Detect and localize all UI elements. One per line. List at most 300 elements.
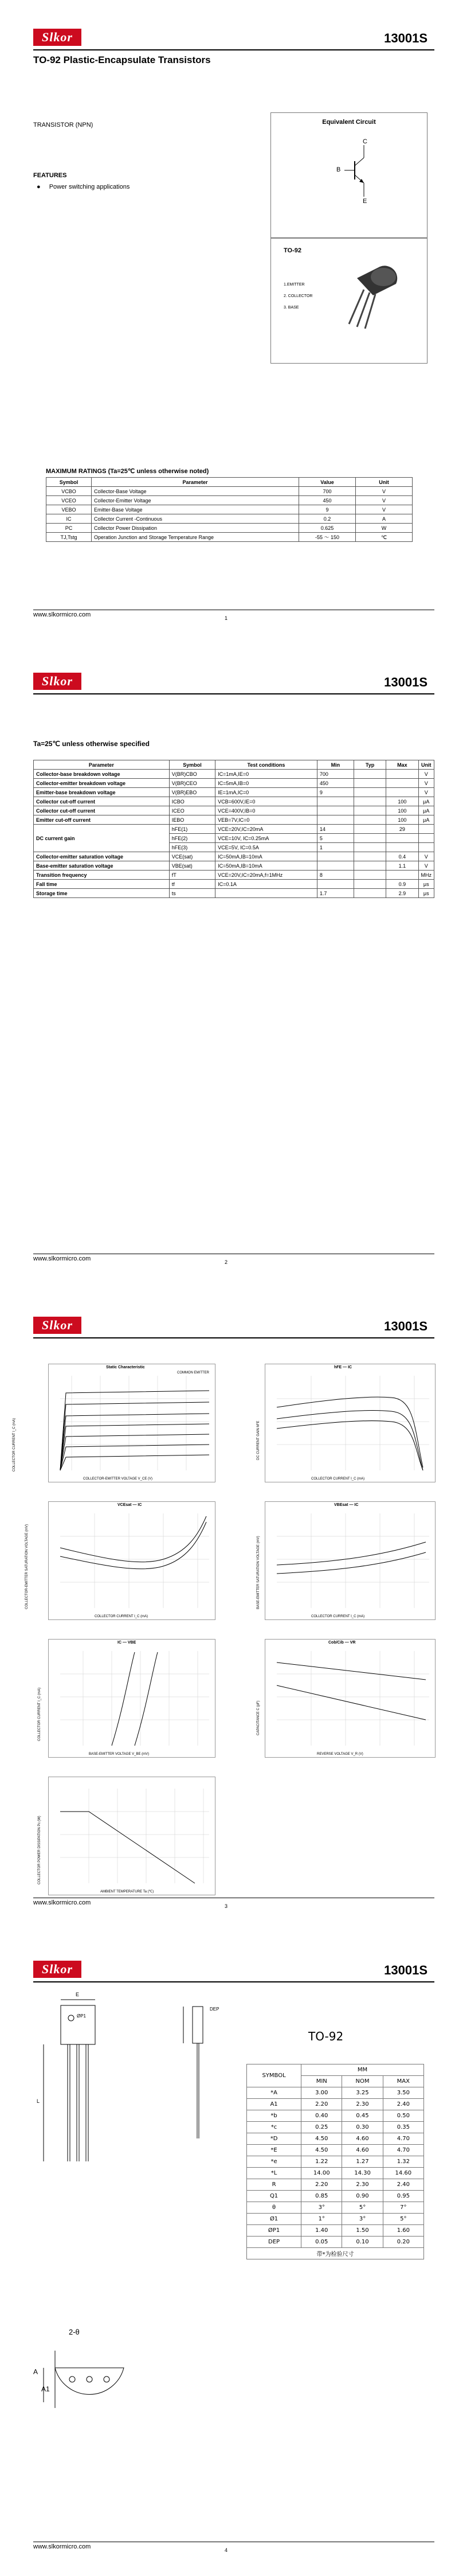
cell: 3° <box>342 2214 383 2225</box>
equivalent-circuit-box <box>270 112 427 239</box>
brand-logo: Slkor <box>33 1961 81 1978</box>
pin-1-label: 1.EMITTER <box>284 283 305 287</box>
column-header: Parameter <box>92 478 299 487</box>
pin-3-label: 3. BASE <box>284 306 299 310</box>
hfe-ic-chart <box>265 1364 436 1482</box>
capacitance-vr-chart <box>265 1639 436 1758</box>
static-characteristic-plot <box>49 1364 215 1482</box>
cell <box>317 861 354 871</box>
y-axis-label: COLLECTOR CURRENT I_C (mA) <box>38 1687 41 1741</box>
dimension-label-angle: 2-θ <box>69 2328 80 2336</box>
cell <box>354 871 386 880</box>
y-axis-label: DC CURRENT GAIN hFE <box>257 1420 260 1460</box>
cell: PC <box>46 524 92 533</box>
max-ratings-table <box>46 477 413 542</box>
cell: IC=50mA,IB=10mA <box>215 861 317 871</box>
column-header: MM <box>301 2064 424 2076</box>
cell: 7° <box>383 2202 423 2214</box>
cell: IE=1mA,IC=0 <box>215 788 317 797</box>
table-row <box>34 815 434 825</box>
column-header: MIN <box>301 2076 342 2087</box>
x-axis-label: COLLECTOR-EMITTER VOLTAGE V_CE (V) <box>83 1477 153 1481</box>
cell <box>386 788 418 797</box>
cell: VCE=10V, IC=0.25mA <box>215 834 317 843</box>
cell: IC=1mA,IE=0 <box>215 770 317 779</box>
cell <box>317 806 354 815</box>
cell: *L <box>247 2168 301 2179</box>
chart-legend: COMMON EMITTER <box>177 1371 209 1375</box>
cell: 9 <box>299 505 356 514</box>
brand-logo: Slkor <box>33 673 81 690</box>
cell: IEBO <box>169 815 215 825</box>
base-label: B <box>336 166 341 173</box>
vbesat-ic-plot <box>265 1502 435 1619</box>
table-row <box>46 514 413 524</box>
table-row <box>247 2087 424 2099</box>
cell: 4.50 <box>301 2145 342 2156</box>
table-row <box>247 2110 424 2122</box>
cell: IC=0.1A <box>215 880 317 889</box>
cell: Transition frequency <box>34 871 170 880</box>
cell: 450 <box>299 496 356 505</box>
cell: VCE=5V, IC=0.5A <box>215 843 317 852</box>
cell: *e <box>247 2156 301 2168</box>
hfe-ic-plot <box>265 1364 435 1482</box>
cell: 2.20 <box>301 2099 342 2110</box>
document-title: TO-92 Plastic-Encapsulate Transistors <box>33 54 211 65</box>
cell: μA <box>418 797 434 806</box>
cell <box>386 770 418 779</box>
table-row <box>34 871 434 880</box>
cell <box>354 779 386 788</box>
table-row <box>247 2214 424 2225</box>
cell <box>354 797 386 806</box>
cell: 0.2 <box>299 514 356 524</box>
cell: Ø1 <box>247 2214 301 2225</box>
column-header: Unit <box>356 478 413 487</box>
page-number: 3 <box>225 1903 228 1909</box>
cell: V <box>356 505 413 514</box>
cell: 0.40 <box>301 2110 342 2122</box>
cell: 0.4 <box>386 852 418 861</box>
page-3 <box>0 1288 455 1932</box>
cell: 450 <box>317 779 354 788</box>
column-header: Symbol <box>46 478 92 487</box>
table-row <box>34 770 434 779</box>
cell: VCEO <box>46 496 92 505</box>
cell: Collector-emitter breakdown voltage <box>34 779 170 788</box>
max-ratings-title: MAXIMUM RATINGS (Ta=25℃ unless otherwise noted) <box>46 468 209 475</box>
cell: 29 <box>386 825 418 834</box>
dimension-label-dep: DEP <box>210 2007 219 2012</box>
cell: Collector-Base Voltage <box>92 487 299 496</box>
x-axis-label: BASE-EMITTER VOLTAGE V_BE (mV) <box>89 1753 150 1756</box>
cell: 100 <box>386 815 418 825</box>
cell: Emitter cut-off current <box>34 815 170 825</box>
cell: 2.30 <box>342 2179 383 2191</box>
cell: 4.60 <box>342 2133 383 2145</box>
cell: 14.00 <box>301 2168 342 2179</box>
to92-package-icon <box>328 261 420 341</box>
ic-vbe-chart <box>48 1639 215 1758</box>
package-bottom-view-drawing <box>32 2339 147 2425</box>
cell: Q1 <box>247 2191 301 2202</box>
cell: ℃ <box>356 533 413 542</box>
cell: Emitter-base breakdown voltage <box>34 788 170 797</box>
package-title: TO-92 <box>308 2029 344 2043</box>
header-rule <box>33 1337 434 1338</box>
table-row <box>247 2248 424 2259</box>
cell: 1 <box>317 843 354 852</box>
cell: θ <box>247 2202 301 2214</box>
capacitance-vr-plot <box>265 1640 435 1757</box>
table-row <box>247 2225 424 2237</box>
cell: μs <box>418 880 434 889</box>
cell: VCE=20V,IC=20mA,f=1MHz <box>215 871 317 880</box>
cell: 100 <box>386 797 418 806</box>
x-axis-label: COLLECTOR CURRENT I_C (mA) <box>95 1615 148 1618</box>
part-number: 13001S <box>384 675 427 689</box>
cell: Collector cut-off current <box>34 797 170 806</box>
table-row <box>247 2237 424 2248</box>
cell: 0.10 <box>342 2237 383 2248</box>
cell <box>354 843 386 852</box>
cell: 4.70 <box>383 2145 423 2156</box>
collector-label: C <box>363 138 367 145</box>
bullet-icon: ● <box>37 184 41 190</box>
cell <box>317 880 354 889</box>
table-row <box>247 2099 424 2110</box>
cell <box>354 852 386 861</box>
cell <box>418 825 434 834</box>
cell: 2.9 <box>386 889 418 898</box>
dimension-label-e: E <box>76 1992 80 1997</box>
cell: 0.05 <box>301 2237 342 2248</box>
table-row <box>247 2191 424 2202</box>
cell: V(BR)CEO <box>169 779 215 788</box>
cell: 1.50 <box>342 2225 383 2237</box>
cell: 0.35 <box>383 2122 423 2133</box>
cell: 1.1 <box>386 861 418 871</box>
table-row <box>247 2168 424 2179</box>
cell: 3.50 <box>383 2087 423 2099</box>
cell <box>317 852 354 861</box>
cell: μs <box>418 889 434 898</box>
cell: V(BR)EBO <box>169 788 215 797</box>
header-rule <box>33 693 434 694</box>
cell <box>215 889 317 898</box>
cell <box>418 834 434 843</box>
cell: Collector cut-off current <box>34 806 170 815</box>
cell: 1.22 <box>301 2156 342 2168</box>
cell: W <box>356 524 413 533</box>
cell: 4.50 <box>301 2133 342 2145</box>
brand-logo: Slkor <box>33 29 81 46</box>
cell: ICEO <box>169 806 215 815</box>
cell: Base-emitter saturation voltage <box>34 861 170 871</box>
column-header: NOM <box>342 2076 383 2087</box>
column-header: Typ <box>354 760 386 770</box>
cell: 2.40 <box>383 2179 423 2191</box>
cell: fT <box>169 871 215 880</box>
page-4 <box>0 1932 455 2576</box>
chart-title: hFE — IC <box>334 1365 352 1369</box>
cell: TJ,Tstg <box>46 533 92 542</box>
cell: 3.00 <box>301 2087 342 2099</box>
cell: 4.70 <box>383 2133 423 2145</box>
brand-logo: Slkor <box>33 1317 81 1334</box>
feature-item <box>37 184 130 190</box>
cell: Collector Current -Continuous <box>92 514 299 524</box>
cell: 0.30 <box>342 2122 383 2133</box>
cell: VCBO <box>46 487 92 496</box>
y-axis-label: CAPACITANCE C (pF) <box>257 1700 260 1735</box>
table-row <box>34 889 434 898</box>
table-header-row <box>46 478 413 487</box>
cell <box>354 861 386 871</box>
cell <box>386 779 418 788</box>
cell <box>354 880 386 889</box>
part-number: 13001S <box>384 1319 427 1333</box>
cell: Collector-base breakdown voltage <box>34 770 170 779</box>
cell: Collector Power Dissipation <box>92 524 299 533</box>
cell: *b <box>247 2110 301 2122</box>
cell: ICBO <box>169 797 215 806</box>
cell: Collector-Emitter Voltage <box>92 496 299 505</box>
cell <box>386 871 418 880</box>
cell: VEB=7V,IC=0 <box>215 815 317 825</box>
table-row <box>34 852 434 861</box>
cell: 14.60 <box>383 2168 423 2179</box>
table-header-row <box>34 760 434 770</box>
column-header: Test conditions <box>215 760 317 770</box>
cell: 3° <box>301 2202 342 2214</box>
cell: IC <box>46 514 92 524</box>
features-heading: FEATURES <box>33 172 67 179</box>
column-header: Max <box>386 760 418 770</box>
cell: 0.625 <box>299 524 356 533</box>
cell: *E <box>247 2145 301 2156</box>
cell: IC=5mA,IB=0 <box>215 779 317 788</box>
x-axis-label: AMBIENT TEMPERATURE Ta (℃) <box>100 1890 154 1894</box>
test-conditions-note: Ta=25℃ unless otherwise specified <box>33 740 150 748</box>
header-rule <box>33 1981 434 1982</box>
cell <box>418 843 434 852</box>
cell: DEP <box>247 2237 301 2248</box>
table-row <box>247 2145 424 2156</box>
cell: hFE(1) <box>169 825 215 834</box>
cell: hFE(2) <box>169 834 215 843</box>
table-row <box>34 806 434 815</box>
y-axis-label: COLLECTOR CURRENT I_C (mA) <box>13 1418 16 1472</box>
cell: V <box>418 788 434 797</box>
cell: ØP1 <box>247 2225 301 2237</box>
column-header: MAX <box>383 2076 423 2087</box>
cell: MHz <box>418 871 434 880</box>
part-number: 13001S <box>384 31 427 45</box>
package-front-view-drawing <box>32 1995 124 2184</box>
cell: V <box>418 861 434 871</box>
cell: 0.90 <box>342 2191 383 2202</box>
cell: A1 <box>247 2099 301 2110</box>
cell <box>354 825 386 834</box>
cell: μA <box>418 815 434 825</box>
cell <box>354 806 386 815</box>
column-header: SYMBOL <box>247 2064 301 2087</box>
cell: V <box>418 852 434 861</box>
dimension-label-phi1: ØP1 <box>77 2013 87 2019</box>
table-row <box>46 487 413 496</box>
chart-title: Static Characteristic <box>106 1365 145 1369</box>
cell: μA <box>418 806 434 815</box>
cell: 100 <box>386 806 418 815</box>
table-row <box>247 2133 424 2145</box>
cell: 0.20 <box>383 2237 423 2248</box>
chart-title: Cob/Cib — VR <box>328 1641 356 1645</box>
dimensions-table <box>246 2064 424 2259</box>
cell: V <box>356 487 413 496</box>
y-axis-label: COLLECTOR-EMITTER SATURATION VOLTAGE (mV) <box>25 1524 29 1609</box>
table-row <box>34 797 434 806</box>
cell: VBE(sat) <box>169 861 215 871</box>
cell: 2.20 <box>301 2179 342 2191</box>
cell <box>354 788 386 797</box>
package-name: TO-92 <box>284 247 301 254</box>
page-number: 1 <box>225 615 228 621</box>
page-1 <box>0 0 455 644</box>
cell: hFE(3) <box>169 843 215 852</box>
cell: VEBO <box>46 505 92 514</box>
power-derating-chart <box>48 1777 215 1895</box>
cell: VCE=400V,IB=0 <box>215 806 317 815</box>
transistor-type: TRANSISTOR (NPN) <box>33 122 93 128</box>
cell: 0.85 <box>301 2191 342 2202</box>
cell: 0.45 <box>342 2110 383 2122</box>
cell: 0.25 <box>301 2122 342 2133</box>
part-number: 13001S <box>384 1963 427 1977</box>
cell: V(BR)CBO <box>169 770 215 779</box>
cell: 9 <box>317 788 354 797</box>
static-characteristic-chart <box>48 1364 215 1482</box>
cell: *A <box>247 2087 301 2099</box>
cell: 5° <box>383 2214 423 2225</box>
chart-title: VBEsat — IC <box>334 1503 359 1507</box>
column-header: Min <box>317 760 354 770</box>
cell: VCE=20V,IC=20mA <box>215 825 317 834</box>
cell: 14.30 <box>342 2168 383 2179</box>
table-row <box>46 533 413 542</box>
table-row <box>247 2202 424 2214</box>
table-row <box>247 2179 424 2191</box>
feature-text: Power switching applications <box>49 184 130 190</box>
dimension-label-a: A <box>33 2368 38 2376</box>
table-row <box>34 779 434 788</box>
ic-vbe-plot <box>49 1640 215 1757</box>
chart-title: IC — VBE <box>117 1641 136 1645</box>
column-header: Parameter <box>34 760 170 770</box>
cell: Emitter-Base Voltage <box>92 505 299 514</box>
power-derating-plot <box>49 1777 215 1895</box>
cell: 14 <box>317 825 354 834</box>
cell <box>354 815 386 825</box>
cell: R <box>247 2179 301 2191</box>
electrical-characteristics-table <box>33 760 434 898</box>
cell: ts <box>169 889 215 898</box>
x-axis-label: COLLECTOR CURRENT I_C (mA) <box>311 1615 365 1618</box>
table-row <box>46 496 413 505</box>
cell: 700 <box>299 487 356 496</box>
page-2 <box>0 644 455 1288</box>
footer-url: www.slkormicro.com <box>33 2543 91 2550</box>
y-axis-label: COLLECTOR POWER DISSIPATION Pc (W) <box>38 1816 41 1884</box>
chart-title: VCEsat — IC <box>117 1503 142 1507</box>
footer-url: www.slkormicro.com <box>33 611 91 618</box>
cell: 0.95 <box>383 2191 423 2202</box>
equivalent-circuit-title: Equivalent Circuit <box>322 119 376 126</box>
cell <box>386 834 418 843</box>
table-row <box>34 788 434 797</box>
cell: 4.60 <box>342 2145 383 2156</box>
vcesat-ic-plot <box>49 1502 215 1619</box>
cell: 2.30 <box>342 2099 383 2110</box>
y-axis-label: BASE-EMITTER SATURATION VOLTAGE (mV) <box>257 1536 260 1609</box>
cell: V <box>356 496 413 505</box>
cell: DC current gain <box>34 825 170 852</box>
cell: Storage time <box>34 889 170 898</box>
cell: V <box>418 779 434 788</box>
page-number: 4 <box>225 2547 228 2553</box>
vbesat-ic-chart <box>265 1501 436 1620</box>
cell <box>354 889 386 898</box>
table-header-row <box>247 2064 424 2076</box>
transistor-symbol-icon <box>271 123 427 238</box>
cell: 0.50 <box>383 2110 423 2122</box>
table-row <box>247 2122 424 2133</box>
cell: VCB=600V,IE=0 <box>215 797 317 806</box>
cell: Collector-emitter saturation voltage <box>34 852 170 861</box>
vcesat-ic-chart <box>48 1501 215 1620</box>
table-row <box>46 524 413 533</box>
cell <box>317 797 354 806</box>
cell: VCE(sat) <box>169 852 215 861</box>
cell: 1.40 <box>301 2225 342 2237</box>
cell <box>317 815 354 825</box>
cell: tf <box>169 880 215 889</box>
table-note: 带*为检验尺寸 <box>247 2248 424 2259</box>
cell: Fall time <box>34 880 170 889</box>
dimension-label-l: L <box>37 2098 40 2104</box>
cell: 0.9 <box>386 880 418 889</box>
footer-url: www.slkormicro.com <box>33 1255 91 1262</box>
cell <box>354 770 386 779</box>
cell: 2.40 <box>383 2099 423 2110</box>
cell: *c <box>247 2122 301 2133</box>
cell: 5° <box>342 2202 383 2214</box>
column-header: Value <box>299 478 356 487</box>
cell: 5 <box>317 834 354 843</box>
emitter-label: E <box>363 198 367 205</box>
table-row <box>34 861 434 871</box>
cell <box>386 843 418 852</box>
cell: 3.25 <box>342 2087 383 2099</box>
x-axis-label: COLLECTOR CURRENT I_C (mA) <box>311 1477 365 1481</box>
x-axis-label: REVERSE VOLTAGE V_R (V) <box>317 1753 363 1756</box>
cell: A <box>356 514 413 524</box>
cell: 8 <box>317 871 354 880</box>
table-row <box>34 880 434 889</box>
cell <box>354 834 386 843</box>
cell: 700 <box>317 770 354 779</box>
